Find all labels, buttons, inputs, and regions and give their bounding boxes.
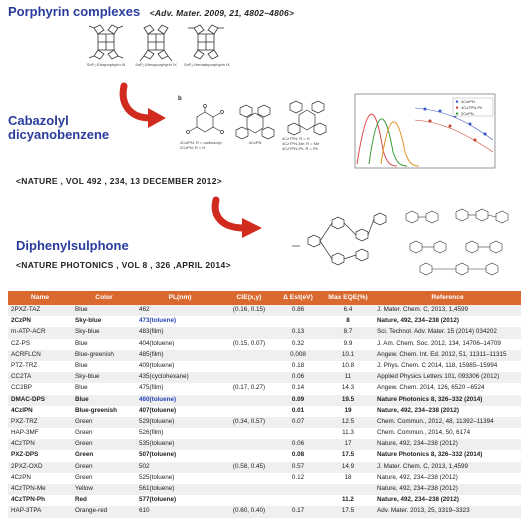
cell-est: 0.32 xyxy=(274,339,322,350)
diphenylsulphone-citation: <NATURE PHOTONICS , VOL 8 , 326 ,APRIL 2014> xyxy=(16,260,231,270)
table-row xyxy=(8,417,521,428)
cell-est: 0.06 xyxy=(274,372,322,383)
cell-color: Blue xyxy=(72,395,136,406)
dps-structures xyxy=(290,208,390,278)
cell-color: Green xyxy=(72,417,136,428)
cell-eqe: 6.4 xyxy=(322,305,374,316)
cell-color: Sky-blue xyxy=(72,372,136,383)
cell-ref: J. Mater. Chem. C, 2013, 1,4599 xyxy=(374,305,521,316)
cell-eqe: 8 xyxy=(322,316,374,327)
table-row xyxy=(8,439,521,450)
cell-est: 0.008 xyxy=(274,350,322,361)
cell-name: HAP-3TPA xyxy=(8,506,72,517)
table-body xyxy=(8,305,521,518)
cell-eqe: 8.7 xyxy=(322,327,374,338)
table-row xyxy=(8,316,521,327)
header-reference: Reference xyxy=(374,291,521,305)
curved-arrow-icon xyxy=(118,82,170,133)
cell-cie xyxy=(224,395,274,406)
porphyrin-structure-3 xyxy=(184,22,230,67)
cell-est: 0.13 xyxy=(274,327,322,338)
cell-cie xyxy=(224,406,274,417)
cell-est: 0.86 xyxy=(274,305,322,316)
cell-eqe: 17.5 xyxy=(322,506,374,517)
curved-arrow-icon-2 xyxy=(208,196,268,243)
cell-pl: 460(toluene) xyxy=(136,395,224,406)
cz-label-4czpn: 4CzPN xyxy=(248,140,262,145)
cell-cie: (0.58, 0.45) xyxy=(224,462,274,473)
cell-ref: Nature, 492, 234–238 (2012) xyxy=(374,406,521,417)
cell-cie xyxy=(224,372,274,383)
cell-ref: Applied Physics Letters 101, 093306 (2012) xyxy=(374,372,521,383)
table-row xyxy=(8,506,521,517)
cell-cie xyxy=(224,495,274,506)
cell-pl: 462 xyxy=(136,305,224,316)
cell-name: 4CzTPN-Me xyxy=(8,484,72,495)
table-row xyxy=(8,495,521,506)
header-color: Color xyxy=(72,291,136,305)
table-row xyxy=(8,406,521,417)
cell-ref: Chem. Commun., 2014, 50, 6174 xyxy=(374,428,521,439)
cell-color: Blue-greenish xyxy=(72,350,136,361)
cell-ref: Nature Photonics 8, 326–332 (2014) xyxy=(374,450,521,461)
porphyrin-title: Porphyrin complexes xyxy=(8,4,141,19)
cell-eqe: 14.9 xyxy=(322,462,374,473)
cell-cie xyxy=(224,350,274,361)
cell-name: m-ATP-ACR xyxy=(8,327,72,338)
cell-cie: (0.16, 0.15) xyxy=(224,305,274,316)
cell-cie xyxy=(224,428,274,439)
table-row xyxy=(8,383,521,394)
cell-color: Orange-red xyxy=(72,506,136,517)
cell-pl: 525(toluene) xyxy=(136,473,224,484)
eqe-plot xyxy=(345,90,523,180)
header-est: Δ Est(eV) xyxy=(274,291,322,305)
cell-est: 0.18 xyxy=(274,361,322,372)
cell-est: 0.09 xyxy=(274,395,322,406)
cell-name: 4CzIPN xyxy=(8,406,72,417)
cell-color: Blue-greenish xyxy=(72,406,136,417)
cell-name: HAP-3MF xyxy=(8,428,72,439)
cell-name: CC2BP xyxy=(8,383,72,394)
cell-pl: 561(toluene) xyxy=(136,484,224,495)
cell-pl: 483(film) xyxy=(136,327,224,338)
cell-name: 4CzTPN xyxy=(8,439,72,450)
cell-pl: 475(film) xyxy=(136,383,224,394)
legend-4cztpn-ph: 4CzTPN-Ph xyxy=(461,105,483,110)
cell-eqe: 11.2 xyxy=(322,495,374,506)
porphyrin-structure-1 xyxy=(84,22,128,67)
cz-label-4cztpn: 4CzTPN: R = H 4CzTPN-Me: R = Me 4CzTPN-Ph: R = Ph xyxy=(282,136,320,151)
cell-cie xyxy=(224,316,274,327)
cell-name: 2PXZ-TAZ xyxy=(8,305,72,316)
cz-structure-4cztpn xyxy=(282,100,332,151)
cell-name: CC2TA xyxy=(8,372,72,383)
cell-color: Sky-blue xyxy=(72,327,136,338)
cell-pl: 435(cyclohexane) xyxy=(136,372,224,383)
cell-est xyxy=(274,484,322,495)
cell-color: Green xyxy=(72,450,136,461)
cell-eqe: 14.3 xyxy=(322,383,374,394)
porphyrin-header xyxy=(8,3,294,21)
cell-eqe: 18 xyxy=(322,473,374,484)
cell-color: Sky-blue xyxy=(72,316,136,327)
cell-eqe: 17.5 xyxy=(322,450,374,461)
cell-cie: (0.34, 0.57) xyxy=(224,417,274,428)
cell-eqe: 19.5 xyxy=(322,395,374,406)
cell-ref: Nature, 492, 234–238 (2012) xyxy=(374,484,521,495)
table-row xyxy=(8,462,521,473)
cell-eqe: 11 xyxy=(322,372,374,383)
cz-label-4czipn: 4CzIPN: R = carbazolyl 2CzPN: R = H xyxy=(180,140,222,150)
cell-est: 0.01 xyxy=(274,406,322,417)
table-row xyxy=(8,450,521,461)
legend-4czipn: 4CzIPN xyxy=(461,99,475,104)
cell-cie xyxy=(224,327,274,338)
porphyrin-citation: <Adv. Mater. 2009, 21, 4802~4806> xyxy=(149,8,295,18)
cell-color: Green xyxy=(72,462,136,473)
cell-ref: Nature, 492, 234–238 (2012) xyxy=(374,495,521,506)
cell-pl: 502 xyxy=(136,462,224,473)
cell-name: 2PXZ-OXD xyxy=(8,462,72,473)
header-pl: PL(nm) xyxy=(136,291,224,305)
cell-cie xyxy=(224,473,274,484)
cell-name: 4CzPN xyxy=(8,473,72,484)
cell-ref: J. Phys. Chem. C 2014, 118, 15985–15994 xyxy=(374,361,521,372)
cell-eqe: 17 xyxy=(322,439,374,450)
cell-ref: J. Mater. Chem. C, 2013, 1,4599 xyxy=(374,462,521,473)
cell-ref: Nature, 492, 234–238 (2012) xyxy=(374,439,521,450)
cell-name: PXZ-TRZ xyxy=(8,417,72,428)
tadf-emitters-table xyxy=(8,291,521,518)
table-header-row xyxy=(8,291,521,305)
cell-ref: J. Am. Chem. Soc. 2012, 134, 14706–14709 xyxy=(374,339,521,350)
cz-structure-4czipn xyxy=(180,104,230,150)
porphyrin-structure-2 xyxy=(134,22,178,67)
dps-structures-2 xyxy=(400,204,520,280)
cell-name: 2CzPN xyxy=(8,316,72,327)
cell-est: 0.07 xyxy=(274,417,322,428)
cell-pl: 526(film) xyxy=(136,428,224,439)
cell-ref: Angew. Chem. 2014, 126, 6520 –6524 xyxy=(374,383,521,394)
cell-pl: 529(toluene) xyxy=(136,417,224,428)
cell-color: Red xyxy=(72,495,136,506)
panel-letter-b: b xyxy=(178,96,182,102)
cell-est xyxy=(274,316,322,327)
cell-ref: Nature, 492, 234–238 (2012) xyxy=(374,473,521,484)
cell-cie: (0.15, 0.07) xyxy=(224,339,274,350)
cz-structure-4czpn xyxy=(232,104,278,145)
cell-pl: 404(toluene) xyxy=(136,339,224,350)
cell-est: 0.08 xyxy=(274,450,322,461)
cell-color: Green xyxy=(72,428,136,439)
cell-cie xyxy=(224,484,274,495)
cell-pl: 407(toluene) xyxy=(136,406,224,417)
table-row xyxy=(8,484,521,495)
cell-est: 0.06 xyxy=(274,439,322,450)
table-row xyxy=(8,395,521,406)
header-eqe: Max EQE(%) xyxy=(322,291,374,305)
cabazolyl-title-line1: Cabazolyl xyxy=(8,113,69,128)
cell-name: 4CzTPN-Ph xyxy=(8,495,72,506)
porphyrin-label-3: SnF₂-Hematoporphyrin IX xyxy=(184,62,230,67)
cell-est xyxy=(274,428,322,439)
cell-eqe: 11.3 xyxy=(322,428,374,439)
cell-pl: 577(toluene) xyxy=(136,495,224,506)
cell-cie xyxy=(224,450,274,461)
cell-ref: Sci. Technol. Adv. Mater. 15 (2014) 034202 xyxy=(374,327,521,338)
porphyrin-label-1: SnF₂-Etioporphyrin III xyxy=(86,62,126,67)
table-row xyxy=(8,327,521,338)
cell-est: 0.14 xyxy=(274,383,322,394)
table-row xyxy=(8,372,521,383)
cell-eqe: 12.5 xyxy=(322,417,374,428)
header-name: Name xyxy=(8,291,72,305)
table-row xyxy=(8,361,521,372)
table-row xyxy=(8,305,521,316)
table-row xyxy=(8,428,521,439)
cell-cie: (0.17, 0.27) xyxy=(224,383,274,394)
cell-eqe: 9.9 xyxy=(322,339,374,350)
cell-ref: Nature Photonics 8, 326–332 (2014) xyxy=(374,395,521,406)
header-cie: CIE(x,y) xyxy=(224,291,274,305)
cabazolyl-citation: <NATURE , VOL 492 , 234, 13 DECEMBER 2012> xyxy=(16,176,222,186)
cell-name: PXZ-DPS xyxy=(8,450,72,461)
cell-color: Yellow xyxy=(72,484,136,495)
cell-cie: (0.60, 0.40) xyxy=(224,506,274,517)
cell-color: Green xyxy=(72,439,136,450)
cell-color: Blue xyxy=(72,383,136,394)
cell-color: Blue xyxy=(72,339,136,350)
cell-name: CZ-PS xyxy=(8,339,72,350)
cell-est: 0.57 xyxy=(274,462,322,473)
cell-eqe: 19 xyxy=(322,406,374,417)
cell-name: ACRFLCN xyxy=(8,350,72,361)
cell-est xyxy=(274,495,322,506)
cell-pl: 485(film) xyxy=(136,350,224,361)
cell-pl: 507(toluene) xyxy=(136,450,224,461)
cell-ref: Nature, 492, 234–238 (2012) xyxy=(374,316,521,327)
cell-pl: 473(toluene) xyxy=(136,316,224,327)
cabazolyl-title xyxy=(8,114,109,142)
cell-name: PTZ-TRZ xyxy=(8,361,72,372)
cell-est: 0.17 xyxy=(274,506,322,517)
legend-2czpn: 2CzPN xyxy=(461,111,474,116)
cell-eqe: 10.1 xyxy=(322,350,374,361)
cell-ref: Angew. Chem. Int. Ed. 2012, 51, 11311–11315 xyxy=(374,350,521,361)
cell-pl: 535(toluene) xyxy=(136,439,224,450)
diphenylsulphone-title: Diphenylsulphone xyxy=(16,238,129,253)
cell-pl: 409(toluene) xyxy=(136,361,224,372)
cell-color: Blue xyxy=(72,361,136,372)
porphyrin-label-2: SnF₂-Mesoporphyrin IX xyxy=(135,62,177,67)
cell-eqe: 10.8 xyxy=(322,361,374,372)
cell-pl: 610 xyxy=(136,506,224,517)
cell-name: DMAC-DPS xyxy=(8,395,72,406)
cell-est: 0.12 xyxy=(274,473,322,484)
cell-cie xyxy=(224,361,274,372)
cabazolyl-title-line2: dicyanobenzene xyxy=(8,127,110,142)
cell-ref: Chem. Commun., 2012, 48, 11392–11394 xyxy=(374,417,521,428)
table-row xyxy=(8,350,521,361)
cell-color: Green xyxy=(72,473,136,484)
cell-cie xyxy=(224,439,274,450)
table-row xyxy=(8,473,521,484)
table-row xyxy=(8,339,521,350)
cell-color: Blue xyxy=(72,305,136,316)
cell-eqe xyxy=(322,484,374,495)
cell-ref: Adv. Mater. 2013, 25, 3319–3323 xyxy=(374,506,521,517)
